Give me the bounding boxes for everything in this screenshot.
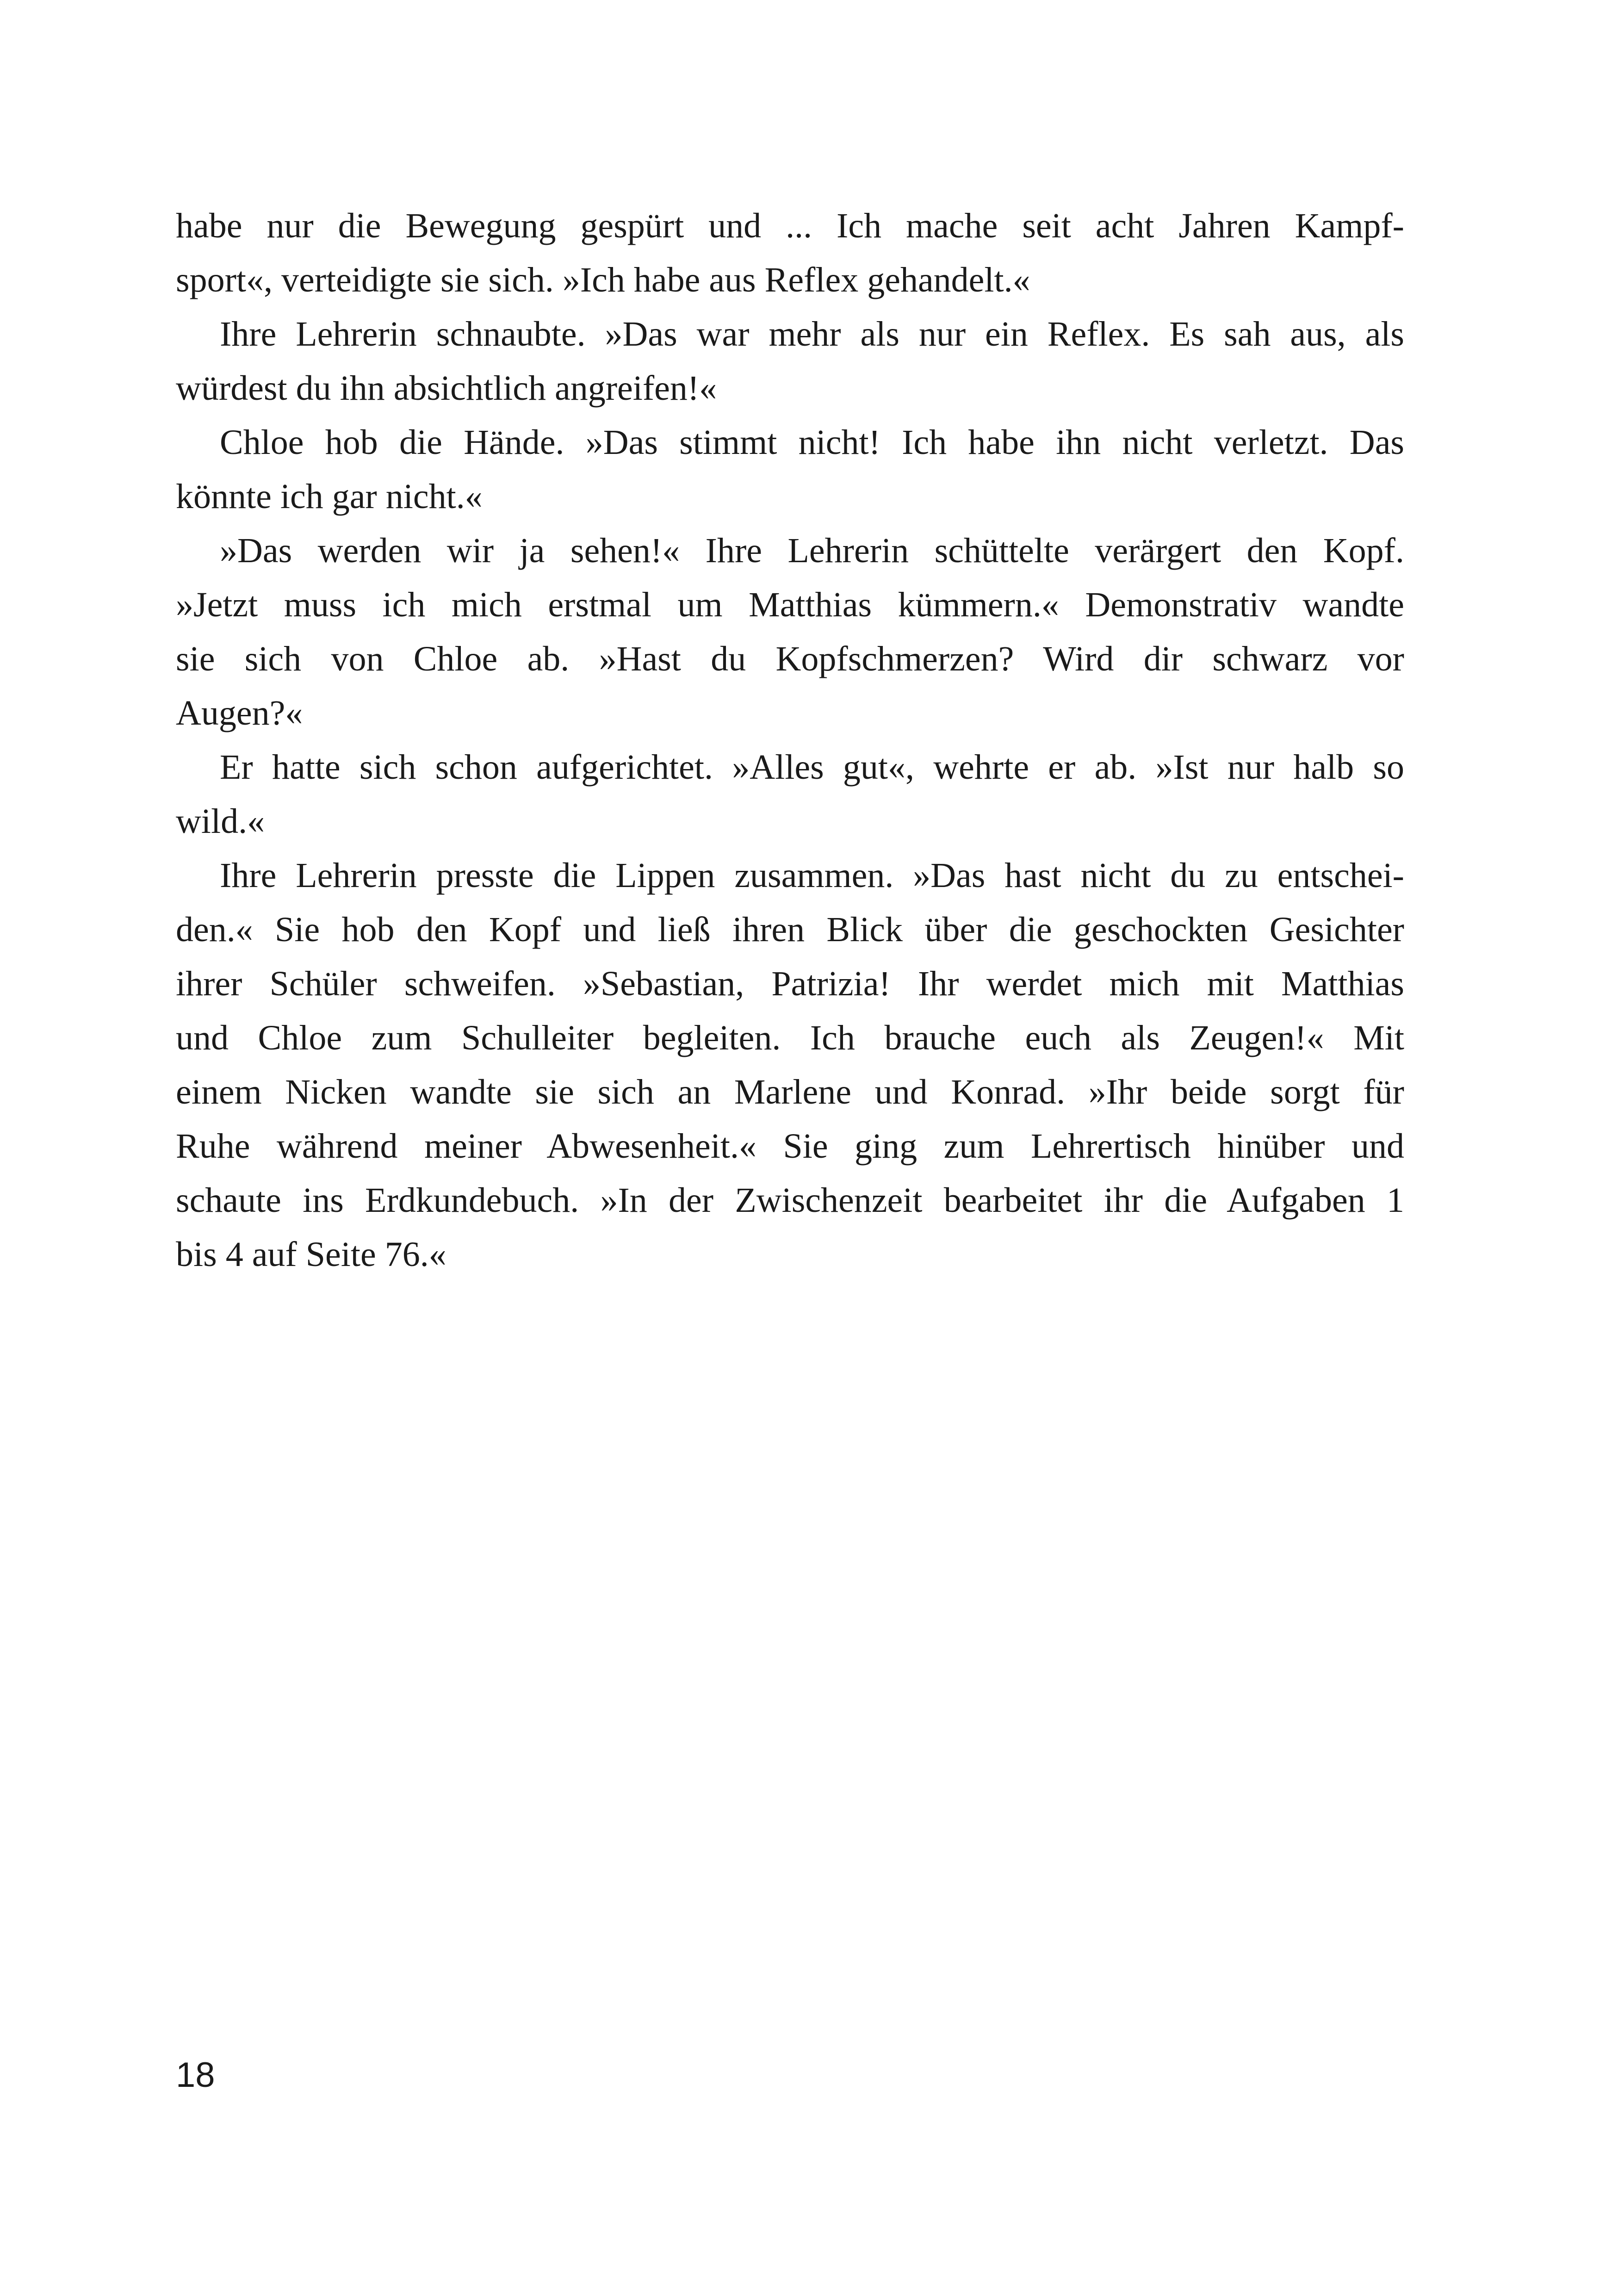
text-line: sport«, verteidigte sie sich. »Ich habe aus Reflex gehandelt.« [176, 261, 1030, 299]
text-line: Chloe hob die Hände. »Das stimmt nicht! Ich habe ihn nicht verletzt. Das [220, 423, 1404, 462]
text-line: und Chloe zum Schulleiter begleiten. Ich brauche euch als Zeugen!« Mit [176, 1018, 1404, 1057]
text-line: den.« Sie hob den Kopf und ließ ihren Blick über die geschockten Gesichter [176, 910, 1404, 949]
page-number: 18 [176, 2055, 215, 2095]
text-line: einem Nicken wandte sie sich an Marlene und Konrad. »Ihr beide sorgt für [176, 1073, 1404, 1111]
text-line: ihrer Schüler schweifen. »Sebastian, Patrizia! Ihr werdet mich mit Matthias [176, 964, 1404, 1003]
text-line: könnte ich gar nicht.« [176, 477, 483, 516]
text-line: wild.« [176, 802, 265, 841]
text-line: »Das werden wir ja sehen!« Ihre Lehrerin schüttelte verärgert den Kopf. [220, 531, 1404, 570]
text-line: Augen?« [176, 694, 303, 732]
body-text [176, 199, 1404, 1282]
text-line: würdest du ihn absichtlich angreifen!« [176, 369, 717, 408]
text-line: sie sich von Chloe ab. »Hast du Kopfschmerzen? Wird dir schwarz vor [176, 639, 1404, 678]
text-line: Ihre Lehrerin presste die Lippen zusammen. »Das hast nicht du zu entschei- [220, 856, 1404, 895]
text-line: Ruhe während meiner Abwesenheit.« Sie ging zum Lehrertisch hinüber und [176, 1127, 1404, 1166]
text-line: Ihre Lehrerin schnaubte. »Das war mehr als nur ein Reflex. Es sah aus, als [220, 315, 1404, 354]
text-line: Er hatte sich schon aufgerichtet. »Alles gut«, wehrte er ab. »Ist nur halb so [220, 748, 1404, 787]
text-line: schaute ins Erdkundebuch. »In der Zwischenzeit bearbeitet ihr die Aufgaben 1 [176, 1181, 1404, 1220]
text-line: »Jetzt muss ich mich erstmal um Matthias kümmern.« Demonstrativ wandte [176, 585, 1404, 624]
text-line: habe nur die Bewegung gespürt und ... Ich mache seit acht Jahren Kampf- [176, 206, 1404, 245]
text-line: bis 4 auf Seite 76.« [176, 1235, 446, 1274]
